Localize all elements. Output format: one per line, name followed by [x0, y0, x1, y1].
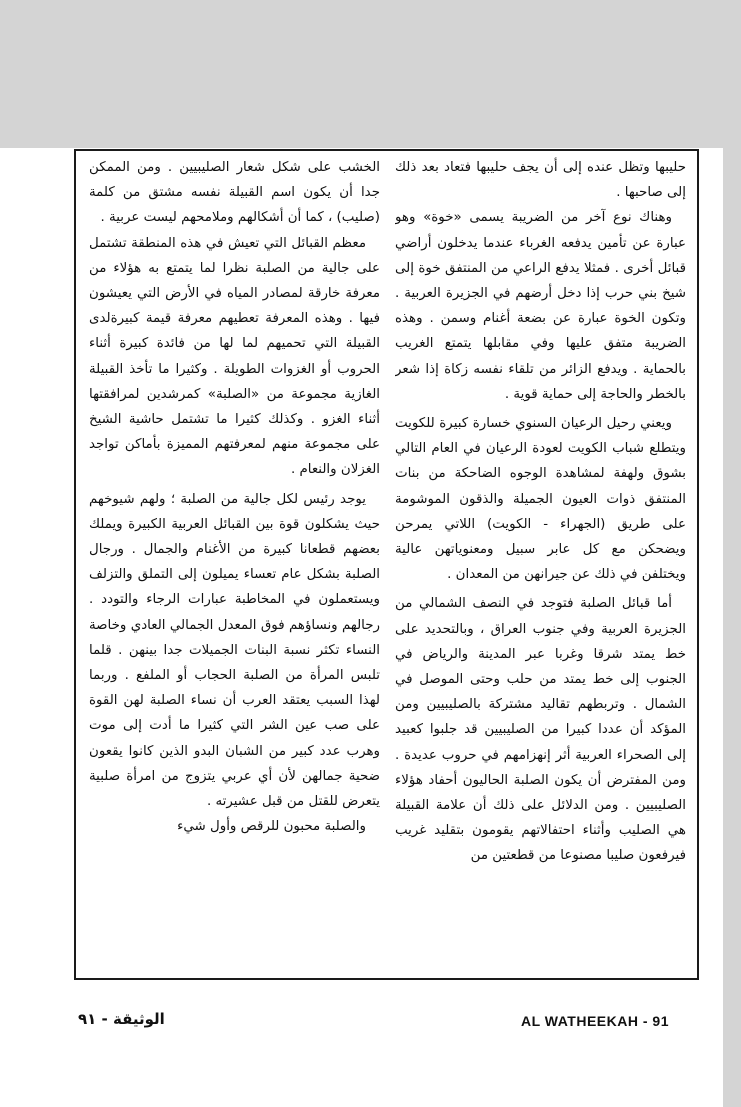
paragraph: أما قبائل الصلبة فتوجد في النصف الشمالي من الجزيرة العربية وفي جنوب العراق ، وبالتحديد على خط يمتد شرقا وغربا عبر المدينة والرياض في الجنوب إلى خط يمتد من حلب وحتى الموصل في الشمال . وتربطهم تقاليد مشتركة بالصليبيين ومن المؤكد أن عددا كبيرا من الصليبيين قد جلبوا كعبيد إلى الصحراء العربية أثر إنهزامهم في حروب عديدة . ومن المفترض أن يكون الصلبة الحاليون أحفاد هؤلاء الصليبيين . ومن الدلائل على ذلك أن علامة القبيلة هي الصليب وأثناء احتفالاتهم يقومون بتقليد غريب فيرفعون صليبا مصنوعا من قطعتين من	[395, 596, 686, 864]
paragraph: وهناك نوع آخر من الضريبة يسمى «خوة» وهو عبارة عن تأمين يدفعه الغرباء عندما يدخلون أراضي قبائل أخرى . فمثلا يدفع الراعي من المنتفق خوة إلى شيخ بني حرب إذا دخل أرضهم في الجزيرة العربية . وتكون الخوة عبارة عن بضعة أغنام وسمن . وهذه الضريبة متفق عليها وفي مقابلها يتمتع الغريب بالحماية . ويدفع الزائر من تلقاء نفسه زكاة إذا شعر بالخطر والحاجة إلى حماية قوية .	[395, 210, 686, 402]
article-frame	[74, 149, 699, 980]
paragraph: الخشب على شكل شعار الصليبيين . ومن الممكن جدا أن يكون اسم القبيلة نفسه مشتق من كلمة (صليب) ، كما أن أشكالهم وملامحهم ليست عربية .	[89, 160, 380, 226]
paragraph: حليبها وتظل عنده إلى أن يجف حليبها فتعاد بعد ذلك إلى صاحبها .	[395, 160, 686, 201]
paragraph: ويعني رحيل الرعيان السنوي خسارة كبيرة للكويت ويتطلع شباب الكويت لعودة الرعيان في العام التالي بشوق ولهفة لمشاهدة الوجوه الضاحكة من بنات المنتفق ذوات العيون الجميلة والذقون الموشومة على طريق (الجهراء - الكويت) اللاتي يمرحن ويضحكن مع كل عابر سبيل ومعنوياتهن عالية ويختلفن في ذلك عن جيرانهن من المعدان .	[395, 416, 686, 583]
paragraph: يوجد رئيس لكل جالية من الصلبة ؛ ولهم شيوخهم حيث يشكلون قوة بين القبائل العربية الكبيرة ويملك بعضهم قطعانا كبيرة من الأغنام والجمال . ورجال الصلبة بشكل عام تعساء يميلون إلى التملق والتزلف ويستعملون في المخاطبة عبارات الرجاء والتودد . رجالهم ونساؤهم فوق المعدل الجمالي العادي وخاصة النساء تكثر نسبة البنات الجميلات جدا بينهن . قلما تلبس المرأة من الصلبة الحجاب أو الملفع . وربما لهذا السبب يعتقد العرب أن نساء الصلبة لهن القوة على صب عين الشر التي كثيرا ما أدت إلى موت وهرب عدد كبير من الشبان البدو الذين كانوا يقعون ضحية جمالهن لأن أي عربي يتزوج من امرأة صلبية يتعرض للقتل من قبل عشيرته .	[89, 491, 380, 810]
paragraph: معظم القبائل التي تعيش في هذه المنطقة تشتمل على جالية من الصلبة نظرا لما يتمتع به هؤلاء من معرفة خارقة لمصادر المياه في الأرض التي يعيشون فيها . وهذه المعرفة تعطيهم معرفة قيمة كبيرةلدى القبيلة التي تحميهم لما لها من فائدة كبيرة أثناء الحروب أو الغزوات الطويلة . وكثيرا ما تأخذ القبيلة الغازية مجموعة من «الصلبة» كمرشدين لمرافقتها أثناء الغزو . وكذلك كثيرا ما تشتمل حاشية الشيخ على مجموعة منهم لمعرفتهم المميزة بأماكن تواجد الغزلان والنعام .	[89, 235, 380, 478]
scanned-page-top-margin	[0, 0, 741, 148]
article-column-left	[89, 155, 380, 975]
paragraph: والصلبة محبون للرقص وأول شيء	[177, 819, 366, 835]
scanned-page-right-margin	[723, 0, 741, 1107]
footer-arabic-page-label: الوثيقة - ٩١	[78, 1010, 165, 1028]
footer-latin-page-label: AL WATHEEKAH - 91	[521, 1013, 669, 1029]
article-column-right	[395, 155, 686, 975]
